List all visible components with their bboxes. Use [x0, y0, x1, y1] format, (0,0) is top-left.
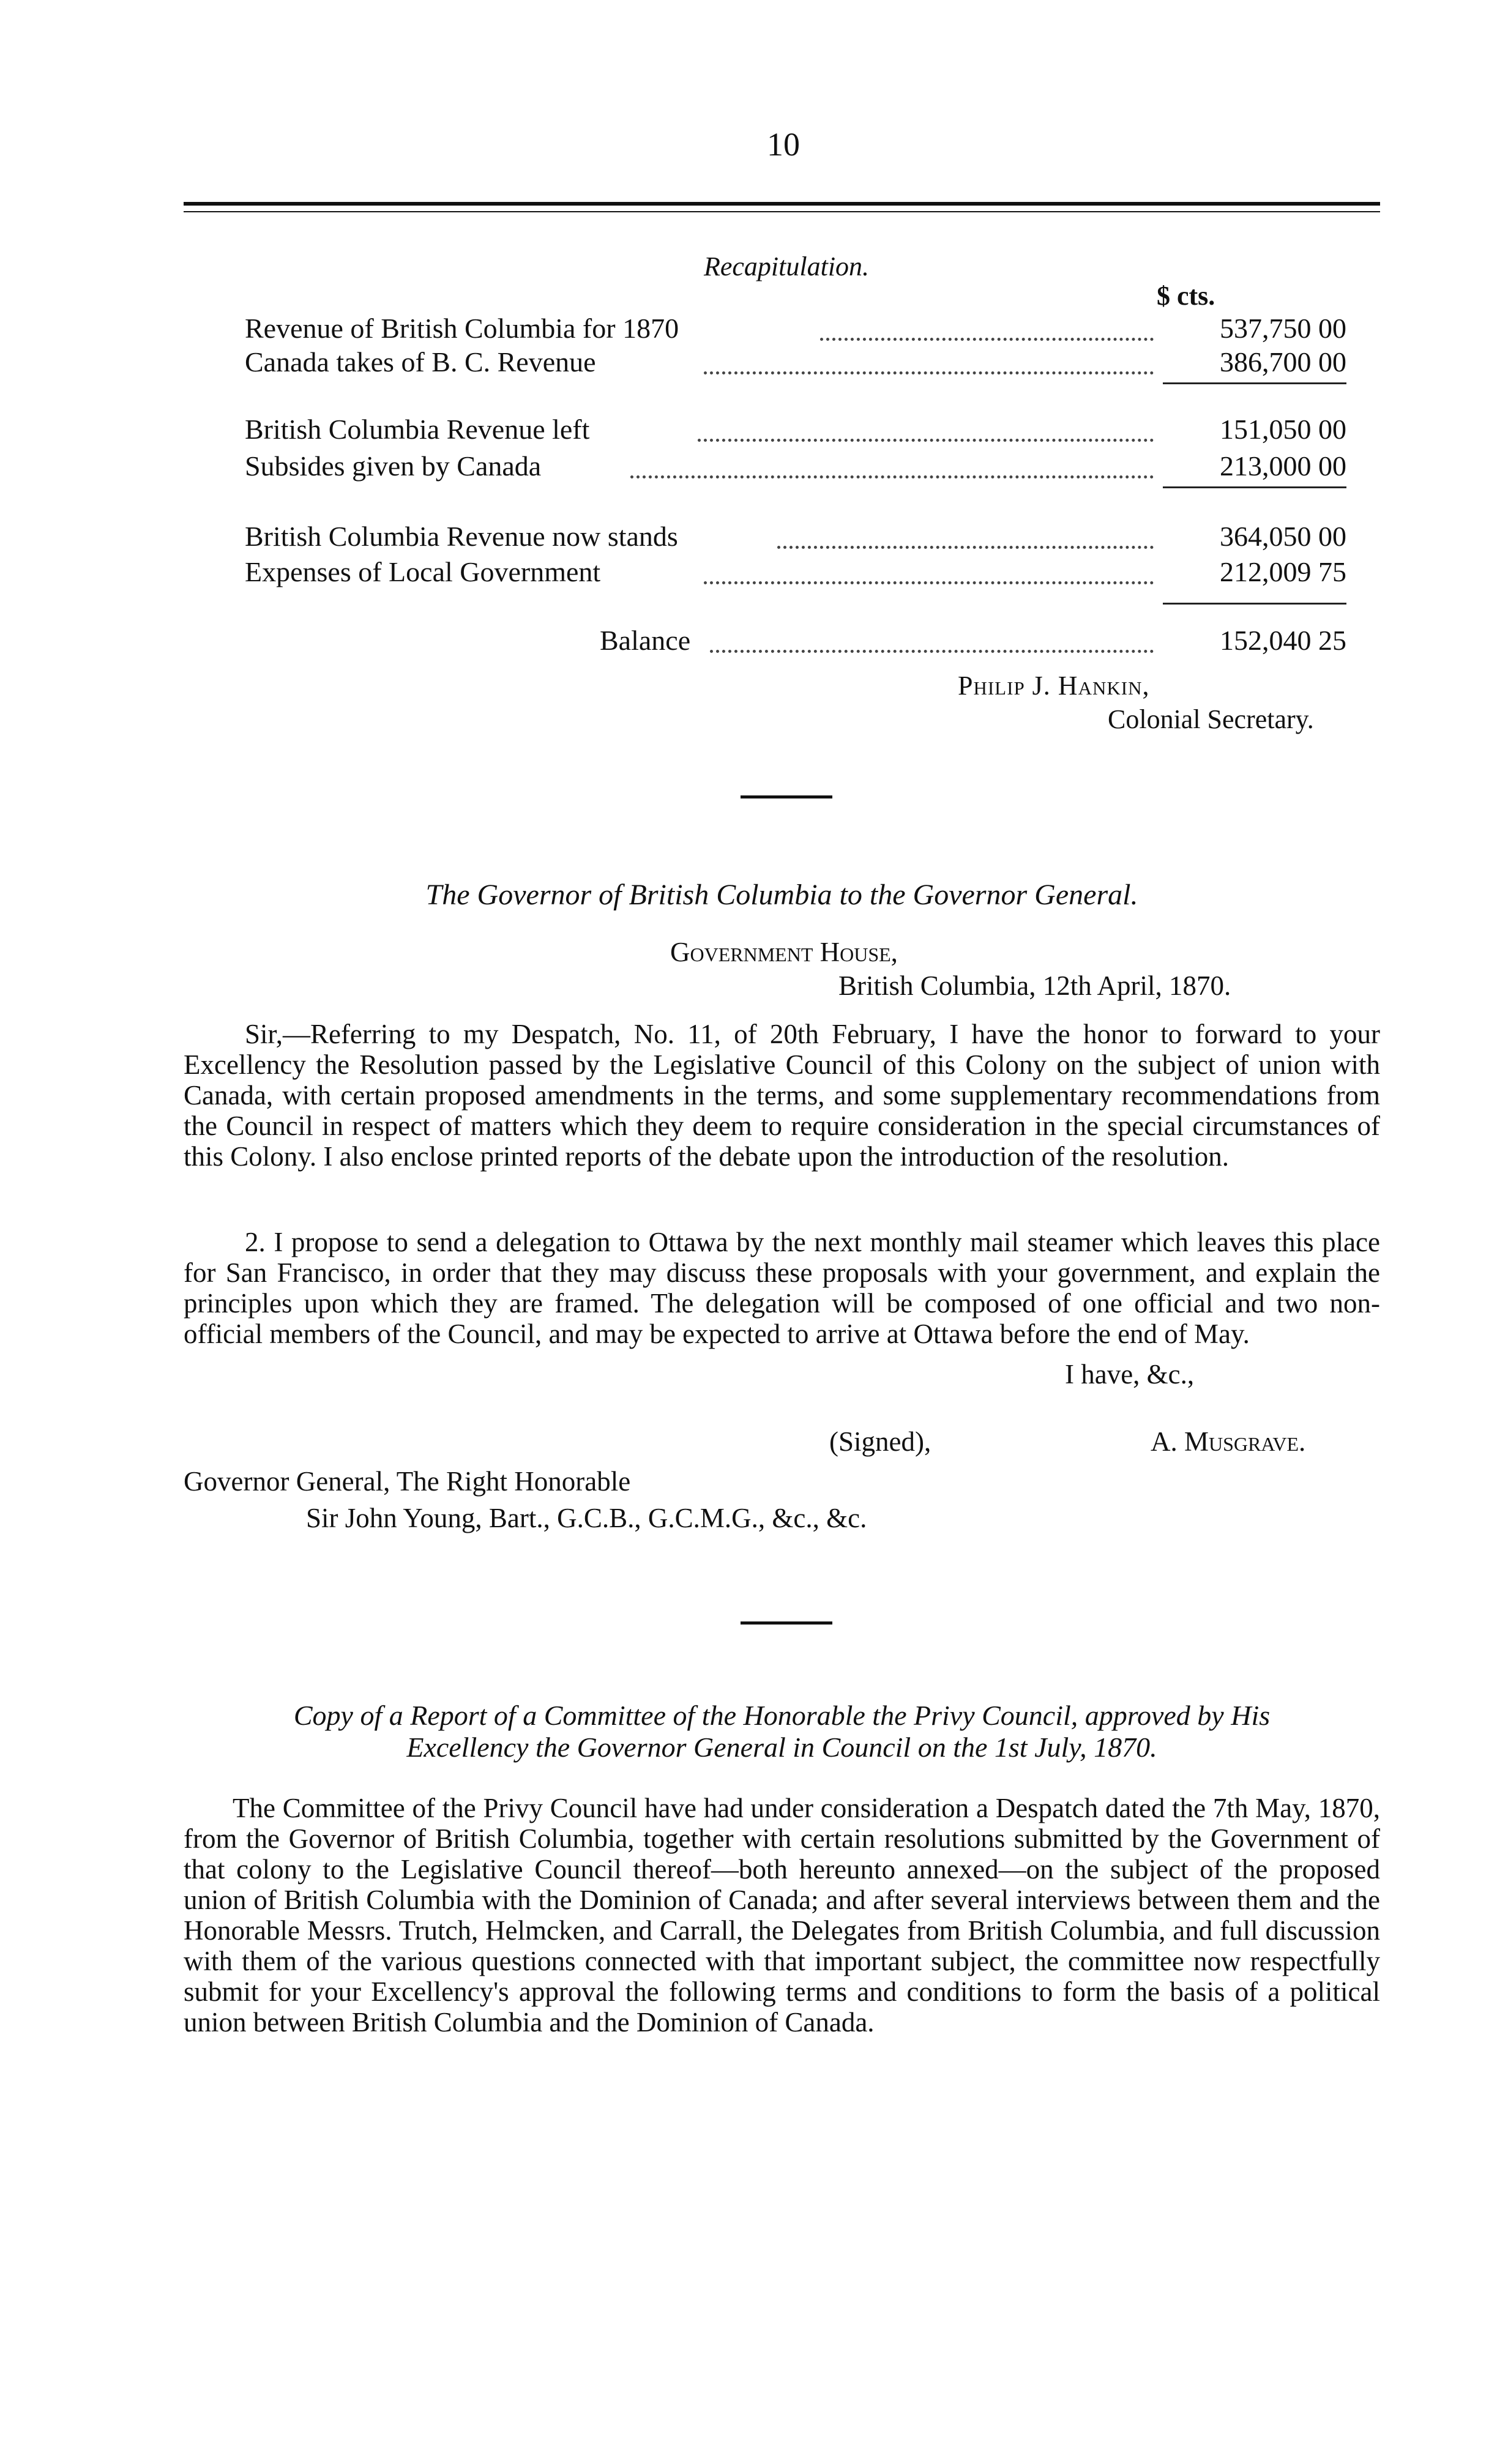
signature-name: Philip J. Hankin, [958, 671, 1150, 701]
signer-name: A. Musgrave. [1151, 1426, 1306, 1457]
recap-row-amount: 537,750 00 [1220, 313, 1346, 344]
section-separator [741, 1621, 832, 1625]
dot-leader [698, 439, 1154, 442]
report-title-line-1: Copy of a Report of a Committee of the Honorable the Privy Council, approved by His [293, 1700, 1271, 1731]
recap-row-amount: 151,050 00 [1220, 414, 1346, 445]
recap-row-label: Expenses of Local Government [245, 556, 601, 587]
currency-header: $ cts. [1157, 281, 1215, 311]
sum-rule [1163, 382, 1346, 384]
recap-row-amount: 386,700 00 [1220, 346, 1346, 378]
signature-title: Colonial Secretary. [1108, 704, 1314, 734]
header-rule-thin [184, 211, 1380, 212]
recap-row-label: Revenue of British Columbia for 1870 [245, 313, 679, 344]
section-separator [741, 795, 832, 798]
page-number: 10 [767, 126, 800, 163]
signed-label: (Signed), [829, 1426, 931, 1457]
recapitulation-title: Recapitulation. [704, 251, 870, 281]
dot-leader [704, 371, 1154, 374]
sum-rule [1163, 603, 1346, 605]
sum-rule [1163, 486, 1346, 488]
address-line-2: British Columbia, 12th April, 1870. [838, 970, 1231, 1001]
addressee-line-2: Sir John Young, Bart., G.C.B., G.C.M.G., &c., &c. [306, 1503, 867, 1533]
closing: I have, &c., [1065, 1359, 1195, 1390]
dot-leader [710, 650, 1154, 653]
despatch-paragraph-1: Sir,—Referring to my Despatch, No. 11, of 20th February, I have the honor to forward to your Excellency the Resolution passed by the Legislative Council of this Colony on the subject of union with Canada, with certain proposed amendments in the terms, and some supplementary recommendations from the Council in respect of matters which they deem to require consideration in the special circumstances of this Colony. I also enclose printed reports of the debate upon the introduction of the resolution. [184, 1019, 1380, 1172]
report-title [184, 1700, 1380, 1763]
report-paragraph: The Committee of the Privy Council have had under consideration a Despatch dated the 7th May, 1870, from the Governor of British Columbia, together with certain resolutions submitted by the Government of that colony to the Legislative Council thereof—both hereunto annexed—on the subject of the proposed union of British Columbia with the Dominion of Canada; and after several interviews between them and the Honorable Messrs. Trutch, Helmcken, and Carrall, the Delegates from British Columbia, and full discussion with them of the various questions connected with that important subject, the committee now respectfully submit for your Excellency's approval the following terms and conditions to form the basis of a political union between British Columbia and the Dominion of Canada. [184, 1793, 1380, 2038]
dot-leader [777, 546, 1154, 549]
dot-leader [704, 581, 1154, 584]
balance-label: Balance [600, 625, 691, 656]
address-line-1: Government House, [670, 937, 898, 967]
balance-amount: 152,040 25 [1220, 625, 1346, 656]
recap-row-label: British Columbia Revenue now stands [245, 521, 678, 552]
dot-leader [820, 338, 1154, 341]
recap-row-amount: 364,050 00 [1220, 521, 1346, 552]
header-rule-thick [184, 202, 1380, 206]
report-title-line-2: Excellency the Governor General in Council on the 1st July, 1870. [406, 1732, 1157, 1763]
recap-row-label: Canada takes of B. C. Revenue [245, 346, 596, 378]
addressee-line-1: Governor General, The Right Honorable [184, 1466, 631, 1497]
recap-row-label: Subsides given by Canada [245, 450, 542, 482]
recap-row-label: British Columbia Revenue left [245, 414, 590, 445]
dot-leader [630, 475, 1154, 478]
recap-row-amount: 212,009 75 [1220, 556, 1346, 587]
despatch-paragraph-2: 2. I propose to send a delegation to Ottawa by the next monthly mail steamer which leaves this place for San Francisco, in order that they may discuss these proposals with your government, and explain the principles upon which they are framed. The delegation will be composed of one official and two non-official members of the Council, and may be expected to arrive at Ottawa before the end of May. [184, 1227, 1380, 1349]
despatch-title: The Governor of British Columbia to the Governor General. [425, 879, 1138, 911]
recap-row-amount: 213,000 00 [1220, 450, 1346, 482]
